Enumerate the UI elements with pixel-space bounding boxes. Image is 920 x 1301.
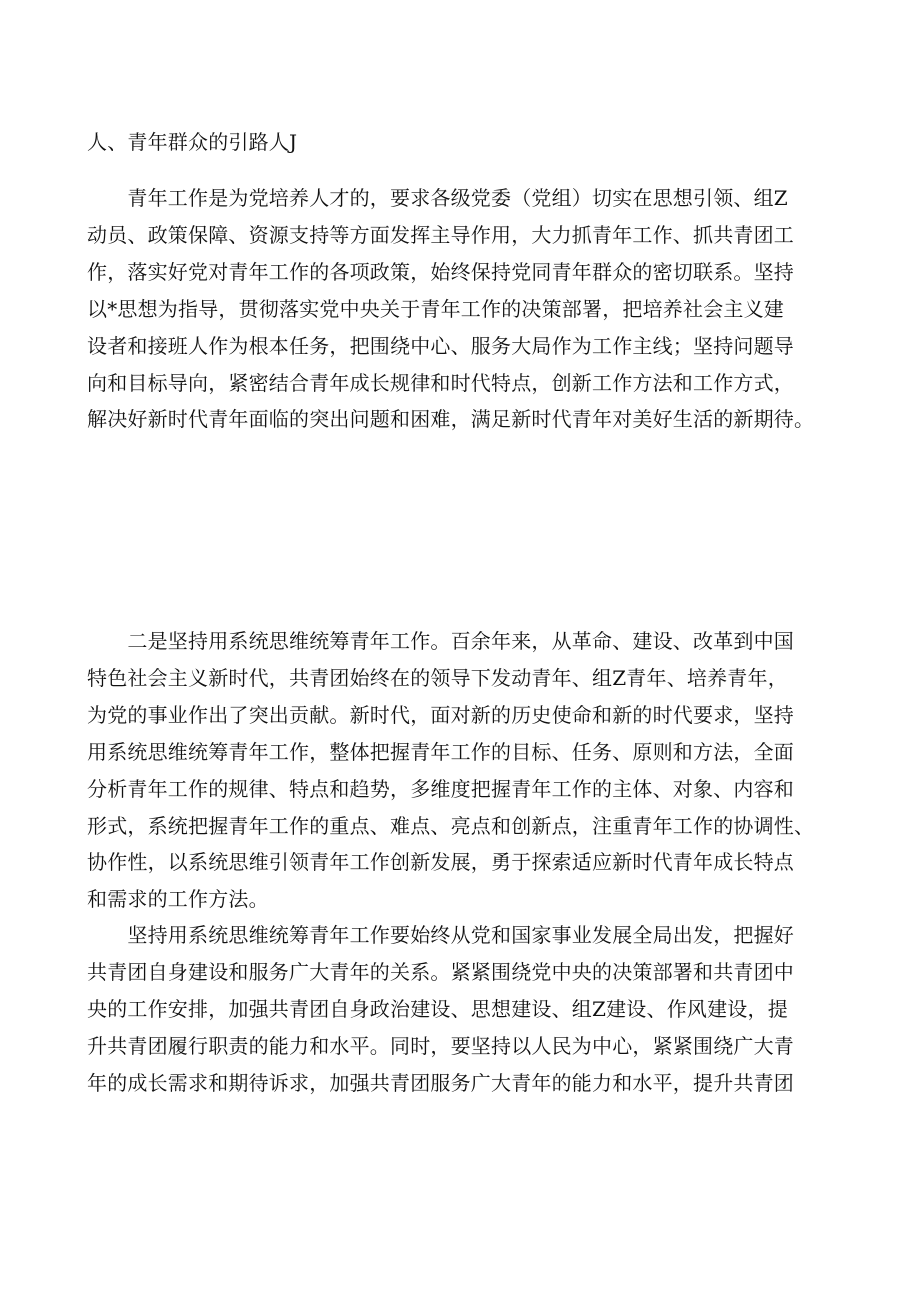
text-line: 人、青年群众的引路人J: [87, 130, 298, 154]
text-line: 和需求的工作方法。: [87, 887, 269, 912]
text-line: 年的成长需求和期待诉求，加强共青团服务广大青年的能力和水平，提升共青团: [87, 1070, 794, 1095]
paragraph-3: [87, 623, 839, 918]
text-line: 解决好新时代青年面临的突出问题和困难，满足新时代青年对美好生活的新期待。: [87, 407, 815, 432]
text-line: 二是坚持用系统思维统筹青年工作。百余年来，从革命、建设、改革到中国: [87, 629, 794, 653]
text-line: 共青团自身建设和服务广大青年的关系。紧紧围绕党中央的决策部署和共青团中: [87, 959, 794, 984]
text-line: 形式，系统把握青年工作的重点、难点、亮点和创新点，注重青年工作的协调性、: [87, 813, 815, 838]
text-line: 作，落实好党对青年工作的各项政策，始终保持党同青年群众的密切联系。坚持: [87, 259, 794, 284]
text-line: 用系统思维统筹青年工作，整体把握青年工作的目标、任务、原则和方法，全面: [87, 739, 794, 764]
text-line: 为党的事业作出了突出贡献。新时代，面对新的历史使命和新的时代要求，坚持: [87, 702, 794, 727]
text-line: 升共青团履行职责的能力和水平。同时，要坚持以人民为中心，紧紧围绕广大青: [87, 1033, 794, 1058]
text-line: 向和目标导向，紧密结合青年成长规律和时代特点，创新工作方法和工作方式，: [87, 370, 794, 395]
text-line: 设者和接班人作为根本任务，把围绕中心、服务大局作为工作主线；坚持问题导: [87, 333, 794, 358]
text-line: 分析青年工作的规律、特点和趋势，多维度把握青年工作的主体、对象、内容和: [87, 776, 794, 801]
text-line: 坚持用系统思维统筹青年工作要始终从党和国家事业发展全局出发，把握好: [87, 923, 794, 947]
text-line: 特色社会主义新时代，共青团始终在的领导下发动青年、组Z青年、培养青年，: [87, 665, 788, 690]
text-line: 协作性，以系统思维引领青年工作创新发展，勇于探索适应新时代青年成长特点: [87, 850, 794, 875]
text-line: 青年工作是为党培养人才的，要求各级党委（党组）切实在思想引领、组Z: [87, 186, 788, 210]
text-line: 动员、政策保障、资源支持等方面发挥主导作用，大力抓青年工作、抓共青团工: [87, 222, 794, 247]
paragraph-2: [87, 180, 839, 438]
text-line: 央的工作安排，加强共青团自身政治建设、思想建设、组Z建设、作风建设，提: [87, 996, 788, 1021]
paragraph-4: [87, 917, 839, 1102]
text-line: 以*思想为指导，贯彻落实党中央关于青年工作的决策部署，把培养社会主义建: [87, 296, 784, 321]
paragraph-1: [87, 124, 839, 161]
